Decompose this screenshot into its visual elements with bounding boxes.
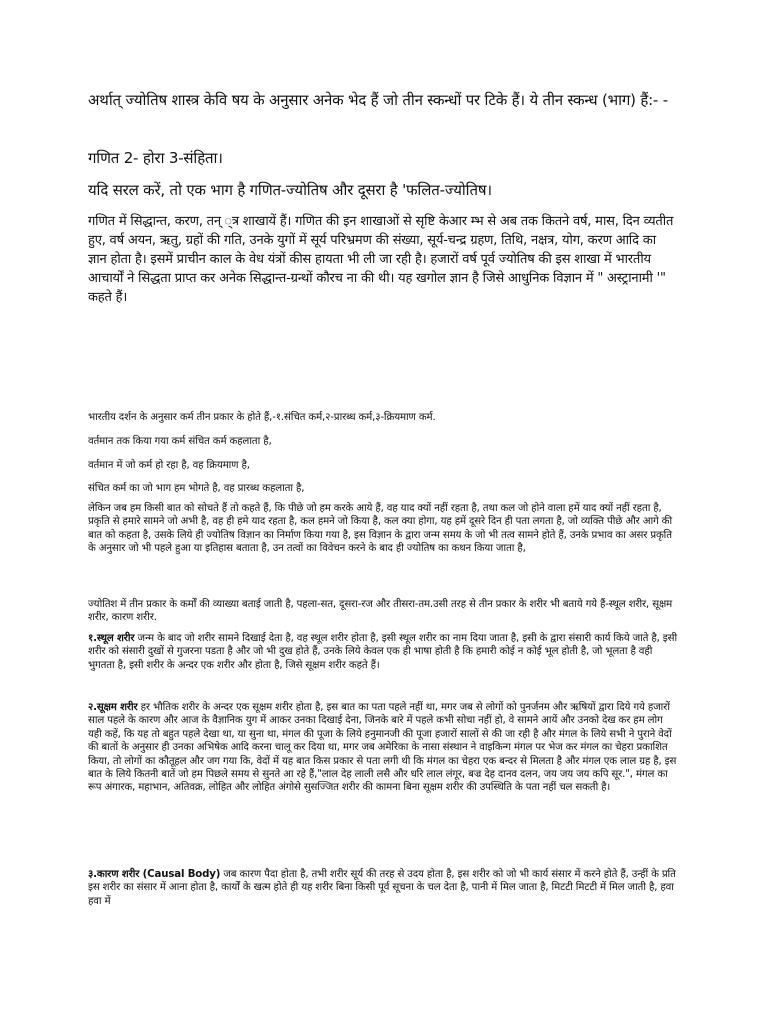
- karan-sharir-paragraph: [88, 868, 678, 908]
- simplified-line: यदि सरल करें, तो एक भाग है गणित-ज्योतिष और दूसरा है 'फलित-ज्योतिष।: [88, 181, 492, 199]
- prarabdh-karma-paragraph: संचित कर्म का जो भाग हम भोगते है, वह प्रारब्ध कहलाता है,: [88, 483, 305, 494]
- sukshm-sharir-paragraph: [88, 701, 678, 795]
- ganit-paragraph: गणित में सिद्धान्त, करण, तन् ्त्र शाखायें हैं। गणित की इन शाखाओं से सृष्टि केआर म्भ से अब तक कितने वर्ष, मास, दिन व्यतीत हुए, वर्ष अयन, ऋतु, ग्रहों की गति, उनके युगों में सूर्य परिभ्रमण की संख्या, सूर्य-चन्द्र ग्रहण, तिथि, नक्षत्र, योग, करण आदि का ज्ञान होता है। इसमें प्राचीन काल के वेध यंत्रों कीस हायता भी ली जा रही है। हजारों वर्ष पूर्व ज्योतिष की इस शाखा में भारतीय आचार्यों ने सिद्धता प्राप्त कर अनेक सिद्धान्त-ग्रन्थों कौरच ना की थी। यह खगोल ज्ञान है जिसे आधुनिक विज्ञान में " अस्ट्रानामी '" कहते हैं।: [88, 214, 674, 305]
- sukshm-sharir-heading: २.सूक्षम शरीर: [88, 702, 138, 713]
- sukshm-sharir-text: हर भौतिक शरीर के अन्दर एक सूक्षम शरीर होता है, इस बात का पता पहले नहीं था, मगर जब से लोगों को पुनर्जनम और ऋषियों द्वारा दिये गये हजारों साल पहले के कारण और आज के वैज्ञानिक युग में आकर उनका दिखाई देना, जिनके बारे में पहले कभी सोचा नहीं हो, वे सामने आयें और उनको देख कर हम लोग यही कहें, कि यह तो बहुत पहले देखा था, या सुना था, मंगल की पूजा के लिये हनुमानजी की पूजा हजारों सालों से की जा रही है और मंगल के लिये सभी ने पुराने वेदों की बातों के अनुसार ही उनका अभिषेक आदि करना चालू कर दिया था, मगर जब अमेरिका के नासा संस्थान ने वाइकिन्ग मंगल पर भेज कर मंगल का चेहरा प्रकाशित किया, तो लोगों का कौतूहल और जग गया कि, वेदों में यह बात किस प्रकार से पता लगी थी कि मंगल का चेहरा एक बन्दर से मिलता है और मंगल एक लाल ग्रह है, इस बात के लिये कितनी बातें जो हम पिछले समय से सुनते आ रहे हैं,"लाल देह लाली लसै और धरि लाल लंगूर, बज्र देह दानव दलन, जय जय जय कपि सूर.", मंगल का रूप अंगारक, महाभान, अतिवक्र, लोहित और लोहित अंगोसे सुसज्जित शरीर की कामना बिना सूक्षम शरीर की उपस्थिति के पता नहीं चल सकती है।: [88, 702, 677, 794]
- karan-sharir-heading: ३.कारण शरीर (Causal Body): [88, 869, 221, 880]
- sanchit-karma-paragraph: वर्तमान तक किया गया कर्म संचित कर्म कहलाता है,: [88, 436, 272, 447]
- intro-heading-line: अर्थात् ज्योतिष शास्त्र केवि षय के अनुसार अनेक भेद हैं जो तीन स्कन्धों पर टिके हैं। ये तीन स्कन्ध (भाग) हैं:- -: [88, 91, 668, 109]
- sthool-sharir-heading: १.स्थूल शरीर: [88, 633, 135, 644]
- memory-paragraph: लेकिन जब हम किसी बात को सोचते हैं तो कहते हैं, कि पीछे जो हम करके आये हैं, वह याद क्यों नहीं रहता है, तथा कल जो होने वाला हमें याद क्यों नहीं रहता है, प्रकृति से हमारे सामने जो अभी है, वह ही हमे याद रहता है, कल हमने जो किया है, कल क्या होगा, यह हमें दूसरे दिन ही पता लगता है, जो व्यक्ति पीछे और आगे की बात को कहता है, उसके लिये ही ज्योतिष विज्ञान का निर्माण किया गया है, इस विज्ञान के द्वारा जन्म समय के जो भी तत्व सामने होते हैं, उनके प्रभाव का असर प्रकृति के अनुसार जो भी पहले हुआ या इतिहास बताता है, उन तत्वों का विवेचन करने के बाद ही ज्योतिष का कथन किया जाता है,: [88, 503, 672, 555]
- karan-sharir-text: जब कारण पैदा होता है, तभी शरीर सूर्य की तरह से उदय होता है, इस शरीर को जो भी कार्य संसार में करने होते हैं, उन्हीं के प्रति इस शरीर का संसार में आना होता है, कार्यों के खत्म होते ही यह शरीर बिना किसी पूर्व सूचना के चल देता है, पानी में मिल जाता है, मिटटी मिटटी में मिल जाती है, हवा हवा में: [88, 869, 676, 907]
- karma-types-paragraph: भारतीय दर्शन के अनुसार कर्म तीन प्रकार के होते हैं,-१.संचित कर्म,२-प्रारब्ध कर्म,३-क्रियमाण कर्म.: [88, 412, 436, 423]
- sthool-sharir-text: जन्म के बाद जो शरीर सामने दिखाई देता है, वह स्थूल शरीर होता है, इसी स्थूल शरीर का नाम दिया जाता है, इसी के द्वारा संसारी कार्य किये जाते है, इसी शरीर को संसारी दुखों से गुजरना पडता है और जो भी दुख होते हैं, उनके लिये केवल एक ही भाषा होती है कि हमारी कोई न कोई भूल होती है, जो भूलता है वही भुगतता है, इसी शरीर के अन्दर एक शरीर और होता है, जिसे सूक्षम शरीर कहते हैं।: [88, 633, 678, 671]
- divisions-line: गणित 2- होरा 3-संहिता।: [88, 149, 223, 167]
- three-bodies-paragraph: ज्योतिश में तीन प्रकार के कर्मों की व्याख्या बताई जाती है, पहला-सत, दूसरा-रज और तीसरा-तम.उसी तरह से तीन प्रकार के शरीर भी बताये गये हैं-स्थूल शरीर, सूक्षम शरीर, कारण शरीर.: [88, 599, 673, 624]
- kriyaman-karma-paragraph: वर्तमान में जो कर्म हो रहा है, वह क्रियमाण है,: [88, 460, 250, 471]
- sthool-sharir-paragraph: [88, 632, 678, 672]
